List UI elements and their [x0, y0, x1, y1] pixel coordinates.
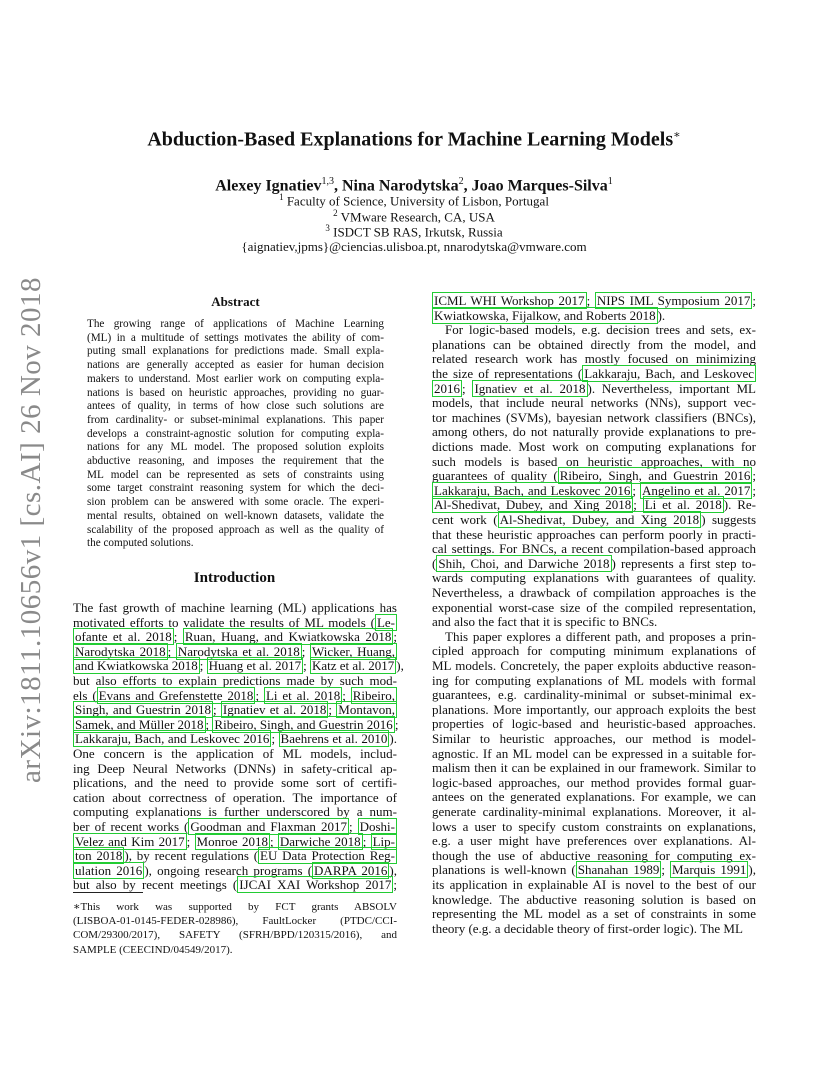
text-line: nations is based on heuristic approaches, providing no guar-	[87, 386, 384, 399]
text-run: that these heuristic approaches can perform poorly in practi-	[432, 526, 756, 542]
text-run: antees on the generated explanations. For example, we can	[432, 789, 756, 805]
text-line	[73, 761, 397, 777]
introduction-heading: Introduction	[193, 570, 276, 586]
citation-link[interactable]: Singh, and Guestrin 2018	[75, 702, 211, 718]
paper-title	[60, 128, 768, 152]
author-name: Nina Narodytska	[341, 177, 459, 195]
title-text: Abduction-Based Explanations for Machine Learning Models	[147, 128, 674, 151]
text-line	[432, 585, 756, 601]
abstract-heading: Abstract	[211, 294, 260, 309]
title-footnote-mark: ∗	[673, 129, 681, 141]
text-run: ;	[752, 293, 756, 308]
text-line: ML model can be represented as sets of constraints using	[87, 468, 384, 481]
right-column-text	[432, 293, 756, 953]
text-line	[432, 527, 756, 543]
text-line	[432, 862, 756, 878]
text-run: related research work has mostly focused on minimizing	[432, 351, 756, 367]
arxiv-identifier-stamp: arXiv:1811.10656v1 [cs.AI] 26 Nov 2018	[15, 276, 47, 784]
text-line: COM/29300/2017), SAFETY (SFRH/BPD/120315/2016), and	[73, 929, 397, 941]
text-line	[432, 337, 756, 353]
citation-link[interactable]: Le-	[376, 614, 395, 630]
text-run: ),	[396, 658, 404, 674]
citation-link[interactable]: Ribeiro, Singh, and Guestrin 2016	[214, 716, 393, 732]
citation-link[interactable]: Kwiatkowska, Fijalkow, and Roberts 2018	[434, 307, 656, 323]
text-run: but also efforts to explain predictions made by such mod-	[73, 673, 397, 688]
text-line	[432, 921, 756, 937]
text-line	[432, 556, 756, 572]
text-line	[432, 789, 756, 805]
text-line: some target constraint reasoning system for which the deci-	[87, 482, 384, 495]
text-run: though the use of abductive reasoning for computing ex-	[432, 847, 756, 863]
text-run: ;	[586, 293, 595, 308]
text-run: knowledge. The abductive reasoning solution is based on	[432, 891, 756, 907]
text-run: ),	[748, 862, 756, 878]
citation-link[interactable]: Ignatiev et al. 2018	[222, 702, 327, 718]
text-run: Nevertheless, a drawback of compilation approaches is the	[432, 585, 756, 600]
citation-link[interactable]: Lakkaraju, Bach, and Leskovec 2016	[75, 731, 270, 747]
text-run: ;	[328, 702, 337, 718]
text-line: the computed solutions.	[87, 537, 194, 550]
citation-link[interactable]: Velez and Kim 2017	[75, 833, 185, 849]
text-run: agnostic. If an ML model can be expressed in a suitable for-	[432, 745, 756, 761]
citation-link[interactable]: ofante et al. 2018	[75, 629, 172, 645]
text-line	[432, 629, 756, 645]
text-run: ing for computing explanations of ML models with formal	[432, 672, 756, 688]
text-run: The fast growth of machine learning (ML) applications has	[73, 600, 397, 615]
citation-link[interactable]: Ribeiro,	[352, 687, 395, 703]
text-line	[432, 512, 756, 528]
text-line	[432, 731, 756, 747]
text-line: antees of quality, in terms of how close such solutions are	[87, 400, 384, 413]
text-run: ;	[205, 716, 213, 732]
text-run: ber of recent works (	[73, 819, 189, 834]
text-run: ;	[633, 497, 643, 513]
text-line: puting small explanations for predictions made. Small expla-	[87, 345, 384, 358]
text-run: guarantees, e.g. cardinality-minimal or subset-minimal ex-	[432, 687, 756, 703]
citation-link[interactable]: Goodman and Flaxman 2017	[190, 819, 347, 834]
citation-link[interactable]: DARPA 2016	[314, 862, 388, 878]
text-run: exponential worst-case size of the compiled representation,	[432, 599, 756, 615]
text-run: but also by recent meetings (	[73, 877, 238, 893]
text-run: representing the ML model as a set of constraints in some	[432, 906, 756, 922]
text-run: ), by recent regulations (	[124, 848, 259, 864]
text-run: planations is well-known (	[432, 862, 576, 878]
text-line: nations for any ML model. The proposed solution exploits	[87, 441, 384, 454]
text-line	[432, 381, 756, 397]
text-line: scalability of the proposed approach as well as the quality of	[87, 523, 384, 536]
text-run: its application in explainable AI is novel to the best of our	[432, 877, 756, 892]
author-name: Joao Marques-Silva	[471, 177, 608, 195]
text-run: ;	[213, 702, 221, 718]
text-run: ;	[271, 731, 279, 747]
text-run: ;	[167, 643, 176, 659]
text-run: theory (e.g. a decidable theory of first-order logic). The ML	[432, 920, 743, 936]
text-run: One concern is the application of ML models, includ-	[73, 746, 397, 761]
author-list: Alexey Ignatiev$^{1,3}$, Nina Narodytska$^2$, Joao Marques-Silva$^1$	[215, 176, 613, 195]
text-run: logic-based approaches, our method provides formal guar-	[432, 774, 756, 790]
text-run: models, that include neural networks (NNs), support vec-	[432, 395, 756, 411]
text-line	[432, 892, 756, 908]
text-line	[432, 687, 756, 703]
citation-link[interactable]: NIPS IML Symposium 2017	[596, 293, 751, 308]
text-run: (	[432, 555, 437, 571]
author-emails: {aignatiev,jpms}@ciencias.ulisboa.pt, nnarodytska@vmware.com	[241, 239, 587, 254]
citation-link[interactable]: IJCAI XAI Workshop 2017	[239, 877, 392, 893]
citation-link[interactable]: Wicker, Huang,	[311, 643, 395, 659]
text-line	[432, 570, 756, 586]
citation-link[interactable]: and Kwiatkowska 2018	[75, 658, 198, 674]
citation-link[interactable]: Katz et al. 2017	[311, 658, 395, 674]
author-name: Alexey Ignatiev	[215, 177, 322, 195]
citation-link[interactable]: ICML WHI Workshop 2017	[434, 293, 585, 308]
text-run: generate cardinality-minimal explanations. Moreover, it al-	[432, 804, 756, 819]
text-line	[432, 439, 756, 455]
text-line	[432, 716, 756, 732]
text-run: ;	[394, 716, 399, 732]
citation-link[interactable]: Baehrens et al. 2010	[280, 731, 388, 747]
text-line	[432, 775, 756, 791]
text-run: tor machines (SVMs), bayesian network classifiers (BNCs),	[432, 409, 756, 425]
text-line: abductive reasoning, and imposes the requirement that the	[87, 455, 384, 467]
citation-link[interactable]: 2016	[434, 380, 460, 396]
text-run: ;	[362, 833, 371, 849]
text-line	[432, 673, 756, 689]
citation-link[interactable]: ulation 2016	[75, 862, 143, 878]
citation-link[interactable]: Li et al. 2018	[644, 497, 722, 513]
text-line: ∗This work was supported by FCT grants ABSOLV	[73, 901, 397, 913]
citation-link[interactable]: Li et al. 2018	[265, 687, 341, 703]
text-line: develops a constraint-agnostic solution for computing expla-	[87, 427, 384, 440]
text-run: ;	[393, 877, 397, 893]
text-run: ;	[752, 482, 756, 498]
text-run: ), ongoing research programs (	[144, 862, 313, 878]
text-run: motivated efforts to validate the results of ML models (	[73, 614, 375, 630]
citation-link[interactable]: Al-Shedivat, Dubey, and Xing 2018	[434, 497, 632, 513]
text-run: cation about correctness of operation. The importance of	[73, 789, 397, 805]
text-line	[432, 614, 756, 630]
citation-link[interactable]: Evans and Grefenstette 2018	[98, 687, 254, 703]
citation-link[interactable]: Lakkaraju, Bach, and Leskovec	[584, 366, 754, 381]
text-line	[432, 395, 756, 411]
text-line	[432, 643, 756, 659]
text-run: ML models. Concretely, the paper exploits abductive reason-	[432, 658, 756, 673]
text-run: ).	[657, 307, 666, 323]
text-run: ;	[199, 658, 207, 674]
text-run: ). Re-	[723, 497, 756, 513]
citation-link[interactable]: Montavon,	[338, 702, 395, 718]
affiliation-line: $^2$ VMware Research, CA, USA	[333, 208, 495, 225]
text-line: (ML) in a multitude of settings motivates the ability of com-	[87, 331, 384, 344]
citation-link[interactable]: Ruan, Huang, and Kwiatkowska 2018	[184, 629, 392, 645]
text-line: sion problem can be answered with some oracle. The experi-	[87, 496, 384, 509]
text-run: This paper explores a different path, and proposes a prin-	[445, 628, 756, 644]
text-run: guarantees of quality (	[432, 468, 558, 484]
text-run: properties of logic-based and heuristic-based approaches.	[432, 716, 756, 732]
text-line	[432, 322, 756, 338]
citation-link[interactable]: Shih, Choi, and Darwiche 2018	[438, 555, 610, 571]
citation-link[interactable]: Al-Shedivat, Dubey, and Xing 2018	[499, 512, 700, 527]
text-line: makers to understand. Most earlier work on computing expla-	[87, 372, 384, 385]
citation-link[interactable]: Ribeiro, Singh, and Guestrin 2016	[559, 468, 751, 484]
text-line: mental results, obtained on well-known datasets, validate the	[87, 509, 384, 522]
text-line	[73, 877, 397, 893]
text-run: ). Nevertheless, important ML	[587, 380, 756, 396]
text-line	[73, 775, 397, 791]
text-run: ;	[255, 687, 264, 703]
left-column-text	[73, 600, 404, 893]
text-run: wards computing explanations with guarantees of quality.	[432, 570, 756, 586]
text-run: ;	[342, 687, 351, 703]
text-line	[432, 804, 756, 820]
text-line: (LISBOA-01-0145-FEDER-028986), FaultLocker (PTDC/CCI-	[73, 914, 397, 927]
text-run: cipled approach for computing minimum explanations of	[432, 643, 756, 659]
citation-link[interactable]: Narodytska et al. 2018	[177, 643, 300, 659]
text-line	[432, 658, 756, 674]
text-run: such models is based on heuristic approaches, with no	[432, 453, 756, 469]
citation-link[interactable]: Samek, and Müller 2018	[75, 716, 204, 732]
text-run: ) represents a first step to-	[611, 555, 757, 571]
text-line	[432, 877, 756, 893]
author-affiliation-mark: 1	[607, 176, 613, 187]
text-run: cal settings. For BNCs, a recent compilation-based approach	[432, 541, 756, 557]
text-run: the size of representations (	[432, 366, 583, 381]
text-run: lows a user to specify custom constraints on explanations,	[432, 818, 756, 834]
text-line	[73, 746, 397, 762]
text-run: planations can be obtained directly from the model, and	[432, 336, 756, 352]
text-line	[73, 658, 404, 674]
text-run: plications, and the need to provide some sort of certifi-	[73, 775, 397, 791]
text-run: ;	[303, 658, 310, 674]
citation-link[interactable]: Angelino et al. 2017	[642, 482, 751, 498]
text-line	[432, 746, 756, 762]
citation-link[interactable]: Narodytska 2018	[75, 643, 166, 659]
text-run: ;	[632, 482, 641, 498]
citation-link[interactable]: Lakkaraju, Bach, and Leskovec 2016	[434, 482, 631, 498]
text-line	[73, 600, 397, 616]
text-run: ;	[173, 629, 183, 645]
text-run: ;	[269, 833, 278, 849]
citation-link[interactable]: Monroe 2018	[196, 833, 268, 849]
text-run: dictions made. Most work on computing explanations for	[432, 439, 756, 454]
text-line	[432, 308, 756, 324]
text-run: ) suggests	[701, 512, 757, 527]
text-line	[432, 906, 756, 922]
text-line: nations are generally accepted as easier for human decision	[87, 359, 384, 372]
text-run: e.g. a user might have preferences over explanations. Al-	[432, 833, 756, 849]
citation-link[interactable]: ton 2018	[75, 848, 123, 864]
text-run: ),	[389, 862, 397, 878]
citation-link[interactable]: Ignatiev et al. 2018	[474, 380, 586, 396]
author-affiliation-mark: 1,3	[321, 176, 334, 187]
text-line	[432, 410, 756, 426]
text-run: Similar to heuristic approaches, our method is model-	[432, 731, 756, 746]
text-run: ;	[393, 629, 398, 645]
text-run: ).	[389, 731, 397, 747]
citation-link[interactable]: Doshi-	[359, 819, 395, 834]
text-run: ;	[186, 833, 195, 849]
text-line	[432, 760, 756, 776]
text-line	[432, 600, 756, 616]
citation-link[interactable]: Marquis 1991	[672, 862, 747, 878]
footnote-rule	[73, 892, 143, 893]
text-run: cent work (	[432, 512, 498, 527]
citation-link[interactable]: Huang et al. 2017	[208, 658, 302, 674]
author-affiliation-mark: 2	[458, 176, 464, 187]
text-run: and also the fact that it is specific to BNCs.	[432, 614, 658, 630]
text-line	[432, 702, 756, 718]
text-run: ;	[348, 819, 358, 834]
text-run: ;	[462, 380, 473, 396]
text-line	[432, 819, 756, 835]
text-line: The growing range of applications of Machine Learning	[87, 318, 384, 330]
text-run: For logic-based models, e.g. decision trees and sets, ex-	[445, 322, 756, 338]
text-line: SAMPLE (CEECIND/04549/2017).	[73, 943, 233, 956]
text-line	[73, 731, 397, 747]
text-run: computing explanations is further underscored by a num-	[73, 804, 397, 820]
citation-link[interactable]: EU Data Protection Reg-	[260, 848, 395, 864]
affiliation-line: $^3$ ISDCT SB RAS, Irkutsk, Russia	[325, 223, 503, 240]
text-run: els (	[73, 687, 97, 703]
citation-link[interactable]: Shanahan 1989	[577, 862, 660, 878]
text-run: ;	[301, 643, 310, 659]
text-run: ing Deep Neural Networks (DNNs) in safety-critical ap-	[73, 760, 397, 776]
text-run: planations. More importantly, our approach exploits the best	[432, 701, 756, 717]
text-line	[432, 424, 756, 440]
text-line	[73, 790, 397, 806]
text-run: ;	[752, 468, 756, 484]
text-run: ;	[661, 862, 670, 878]
citation-link[interactable]: Lip-	[372, 833, 395, 849]
citation-link[interactable]: Darwiche 2018	[279, 833, 361, 849]
text-line	[432, 833, 756, 849]
text-line: from cardinality- or subset-minimal explanations. This paper	[87, 413, 384, 426]
text-run: among others, do not naturally provide explanations to pre-	[432, 424, 756, 440]
affiliation-line: $^1$ Faculty of Science, University of Lisbon, Portugal	[279, 192, 549, 209]
text-run: malism then it can be explained in our framework. Similar to	[432, 760, 756, 776]
